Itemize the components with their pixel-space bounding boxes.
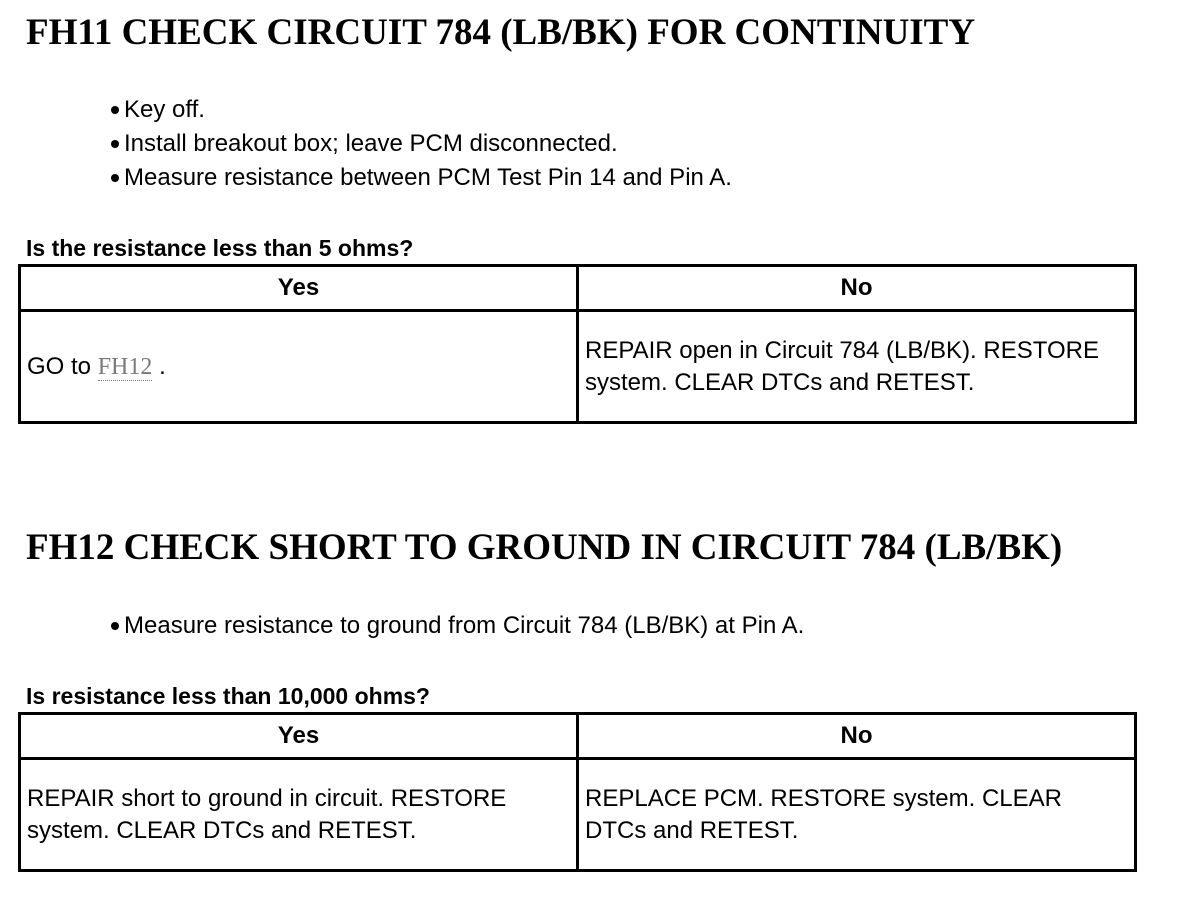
no-header: No [578,714,1136,759]
bullet-icon [111,140,119,148]
fh11-question: Is the resistance less than 5 ohms? [26,235,414,261]
fh12-link[interactable]: FH12 [97,353,153,380]
list-item [108,93,732,127]
list-item [108,161,732,195]
fh11-steps [108,93,732,195]
yes-action-prefix: GO to [27,352,92,380]
yes-header: Yes [20,714,578,759]
fh11-decision-table [18,264,1137,424]
fh12-question: Is resistance less than 10,000 ohms? [26,683,430,709]
yes-action-cell [20,311,578,423]
fh12-steps [108,609,804,643]
yes-action-suffix: . [159,352,166,380]
no-action-cell: REPAIR open in Circuit 784 (LB/BK). RESTORE system. CLEAR DTCs and RETEST. [578,311,1136,423]
no-header: No [578,266,1136,311]
step-text: Key off. [124,96,205,123]
yes-action-cell: REPAIR short to ground in circuit. RESTORE system. CLEAR DTCs and RETEST. [20,759,578,871]
bullet-icon [111,622,119,630]
fh12-decision-table [18,712,1137,872]
bullet-icon [111,174,119,182]
list-item [108,127,732,161]
fh11-title: FH11 CHECK CIRCUIT 784 (LB/BK) FOR CONTINUITY [26,12,976,53]
step-text: Measure resistance between PCM Test Pin 14 and Pin A. [124,164,732,191]
yes-header: Yes [20,266,578,311]
step-text: Measure resistance to ground from Circuit 784 (LB/BK) at Pin A. [124,612,805,639]
bullet-icon [111,106,119,114]
no-action-cell: REPLACE PCM. RESTORE system. CLEAR DTCs and RETEST. [578,759,1136,871]
step-text: Install breakout box; leave PCM disconnected. [124,130,618,157]
fh12-title: FH12 CHECK SHORT TO GROUND IN CIRCUIT 784 (LB/BK) [26,527,1063,568]
list-item [108,609,804,643]
